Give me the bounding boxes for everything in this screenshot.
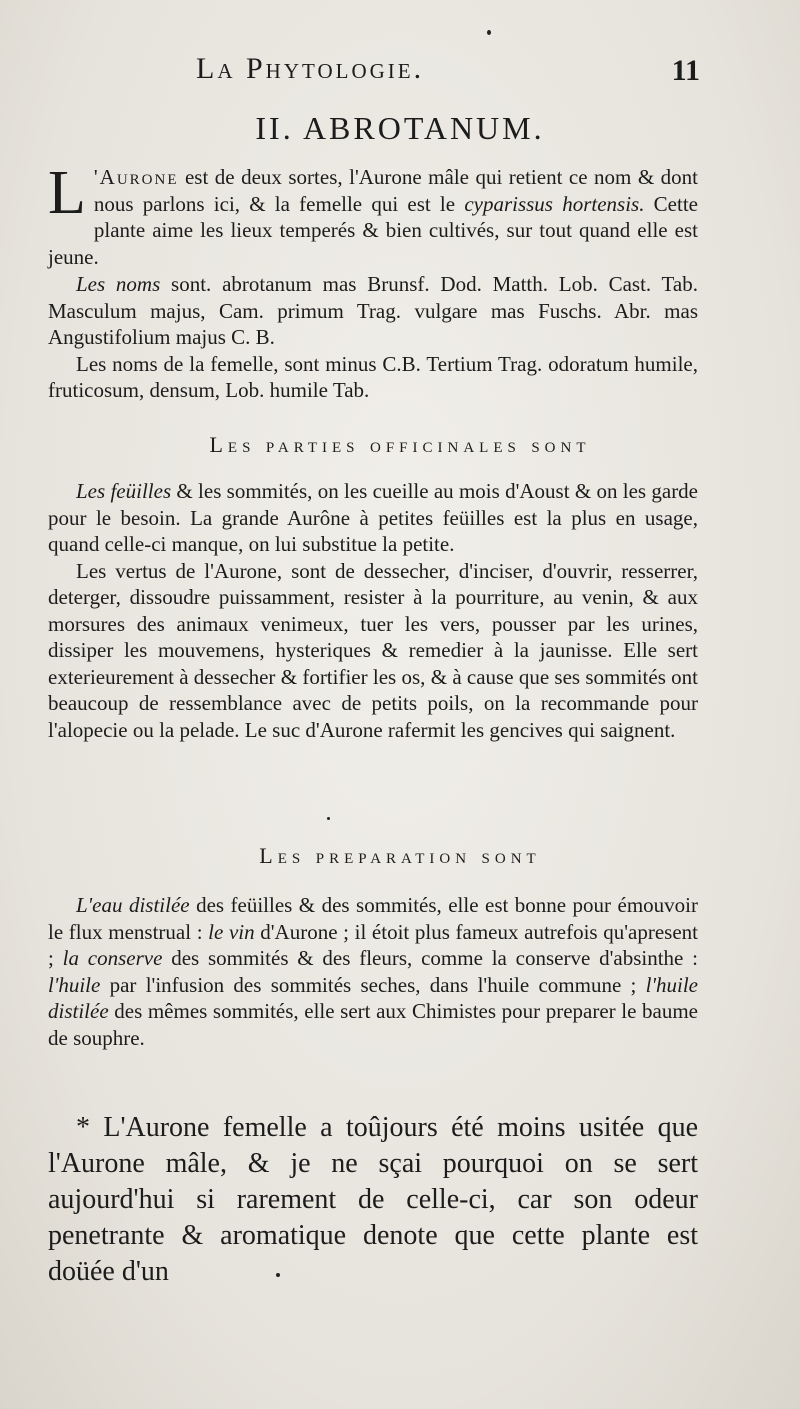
parties-paragraph (48, 478, 698, 558)
page-number: 11 (671, 54, 700, 87)
preparations-text (48, 892, 698, 1051)
parties-text: & les sommités, on les cueille au mois d'Aoust & on les garde pour le besoin. La grande Aurône à petites feüilles est la plus en usage, quand celle-ci manque, on lui substitue la petite. (48, 479, 699, 556)
prep-text-4: par l'infusion des sommités seches, dans l'huile commune ; (100, 972, 646, 997)
names-male-text: sont. abrotanum mas Brunsf. Dod. Matth. Lob. Cast. Tab. Masculum majus, Cam. primum Trag. vulgare mas Fuschs. Abr. mas Angustifolium majus C. B. (48, 272, 698, 349)
footnote-text: * L'Aurone femelle a toûjours été moins usitée que l'Aurone mâle, & je ne sçai pourquoi on se sert aujourd'hui si rarement de celle-ci, car son odeur penetrante & aromatique denote que cette plante est doüée d'un (48, 1112, 698, 1287)
ink-speck (276, 1273, 280, 1277)
intro-smallcaps: 'Aurone (93, 165, 179, 189)
page-header (0, 52, 800, 92)
names-paragraph-female: Les noms de la femelle, sont minus C.B. Tertium Trag. odoratum humile, fruticosum, densum, Lob. humile Tab. (48, 351, 698, 402)
drop-cap: L (48, 159, 86, 227)
intro-text: est de deux sortes, l'Aurone mâle qui retient ce nom & dont nous parlons ici, & la femelle qui est le (93, 165, 698, 216)
prep-vin: le vin (208, 919, 255, 944)
prep-huile: l'huile (48, 972, 101, 997)
parties-section (48, 478, 698, 743)
intro-paragraph (48, 159, 698, 270)
prep-conserve: la conserve (62, 946, 163, 970)
ink-speck (487, 30, 491, 35)
names-lead: Les noms (76, 272, 161, 296)
section-title: II. ABROTANUM. (255, 110, 545, 146)
ink-speck (327, 817, 330, 820)
vertus-paragraph: Les vertus de l'Aurone, sont de dessecher, d'inciser, d'ouvrir, resserrer, deterger, dissoudre puissamment, resister à la pourriture, au venin, & aux morsures des animaux venimeux, tuer les vers, pousser par les urines, dissiper les mouvemens, hysteriques & remedier à la jaunisse. Elle sert exterieurement à dessecher & fortifier les os, & à cause que ses sommités ont beaucoup de ressemblance avec de petits poils, on la recommande pour l'alopecie ou la pelade. Le suc d'Aurone rafermit les gencives qui saignent. (48, 558, 698, 742)
heading-preparations: Les preparation sont (259, 843, 541, 868)
names-paragraph-male (48, 271, 698, 351)
footnote-paragraph (48, 1110, 698, 1290)
running-title: La Phytologie. (196, 52, 425, 85)
prep-huile-distilee: l'huile distilée (48, 972, 698, 1023)
prep-text-2: d'Aurone ; il étoit plus fameux autrefois qu'apresent ; (48, 919, 698, 970)
intro-text-end: Cette plante aime les lieux temperés & bien cultivés, sur tout quand elle est jeune. (48, 191, 698, 269)
intro-italic-name: cyparissus hortensis. (464, 191, 645, 216)
preparations-paragraph (48, 892, 698, 1051)
prep-text-3: des sommités & des fleurs, comme la conserve d'absinthe : (162, 946, 698, 970)
prep-text-1: des feüilles & des sommités, elle est bonne pour émouvoir le flux menstrual : (48, 893, 698, 944)
names-section (48, 271, 698, 404)
prep-text-5: des mêmes sommités, elle sert aux Chimistes pour preparer le baume de souphre. (48, 999, 698, 1050)
parties-lead: Les feüilles (76, 479, 172, 503)
prep-eau: L'eau distilée (76, 893, 190, 917)
heading-parties-officinales: Les parties officinales sont (209, 432, 591, 457)
